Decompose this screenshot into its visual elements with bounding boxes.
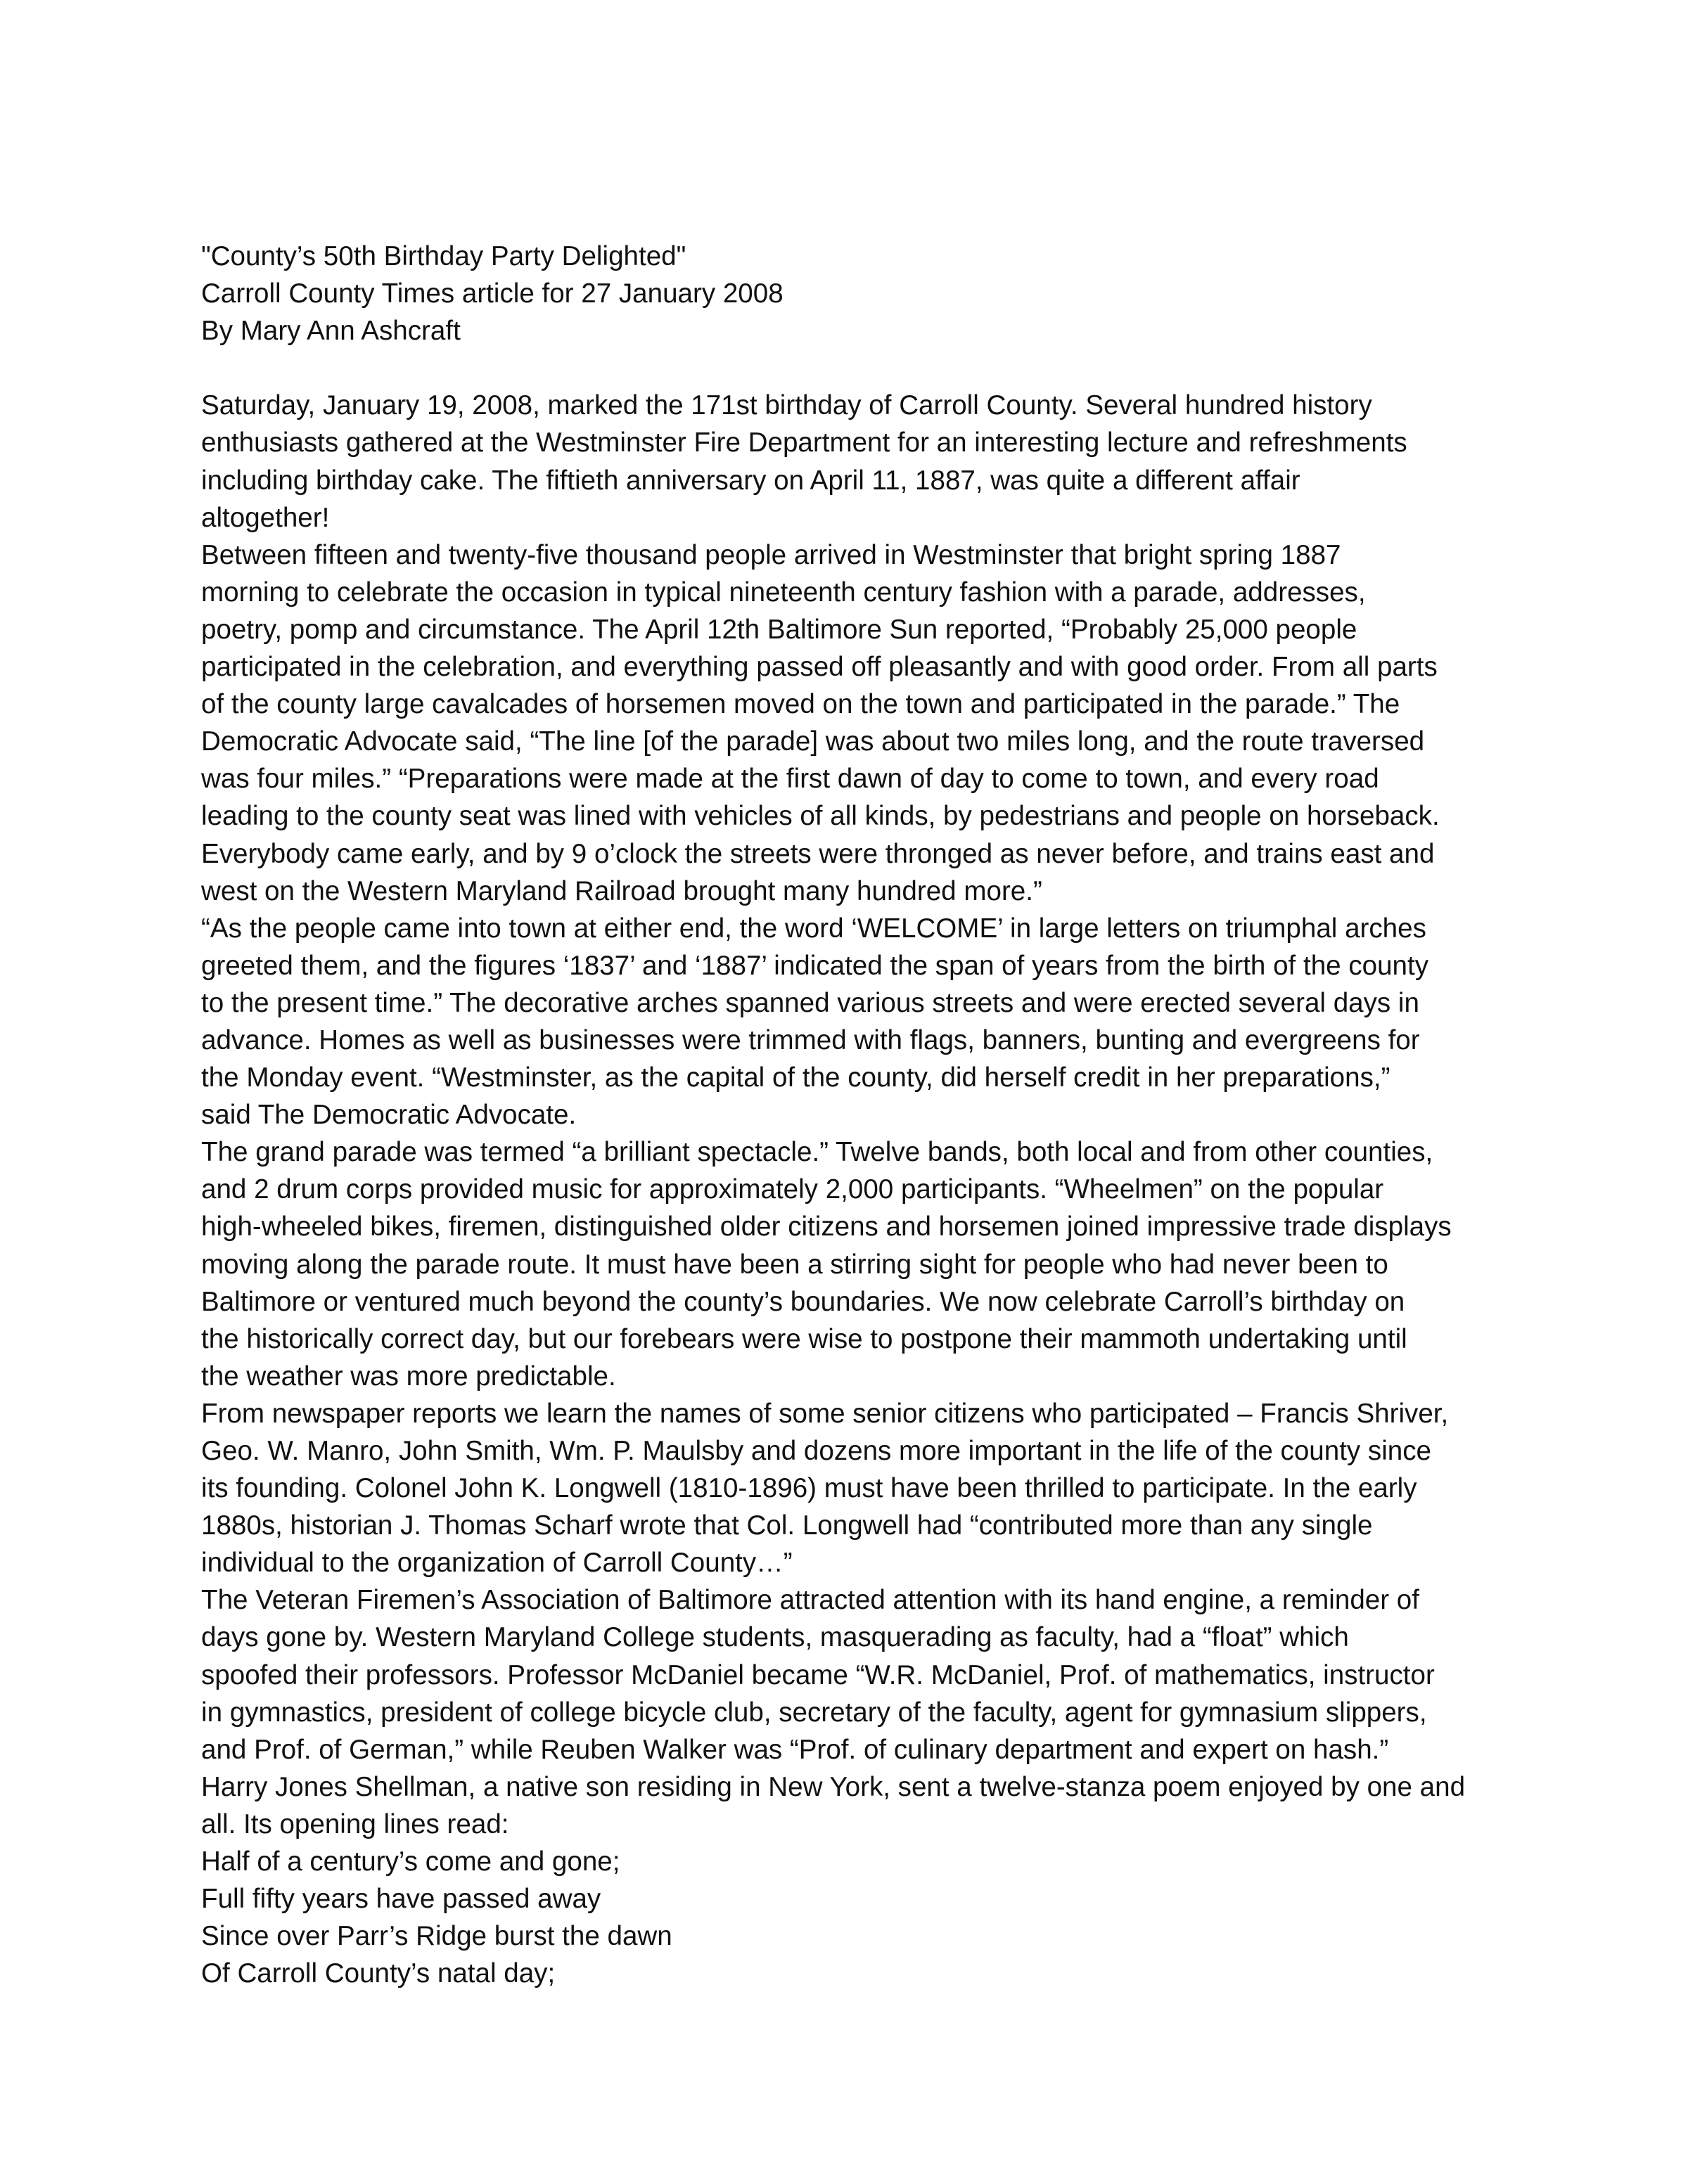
paragraph-line: Baltimore or ventured much beyond the county’s boundaries. We now celebrate Carroll’s birthday on <box>201 1286 1405 1317</box>
header-spacer <box>201 349 1523 387</box>
article-paragraph <box>201 1133 1523 1395</box>
poem-line: Full fifty years have passed away <box>201 1884 601 1915</box>
paragraph-line: individual to the organization of Carroll County…” <box>201 1548 793 1579</box>
paragraph-line: The grand parade was termed “a brilliant spectacle.” Twelve bands, both local and from other counties, <box>201 1137 1433 1168</box>
poem-line: Half of a century’s come and gone; <box>201 1846 620 1877</box>
paragraph-line: the weather was more predictable. <box>201 1361 616 1392</box>
poem-excerpt <box>201 1843 1523 1992</box>
document-page <box>201 238 1523 1992</box>
paragraph-line: The Veteran Firemen’s Association of Baltimore attracted attention with its hand engine, a reminder of <box>201 1585 1419 1616</box>
paragraph-line: to the present time.” The decorative arches spanned various streets and were erected several days in <box>201 987 1419 1018</box>
paragraph-line: spoofed their professors. Professor McDaniel became “W.R. McDaniel, Prof. of mathematics, instructor <box>201 1659 1435 1690</box>
paragraph-line: and 2 drum corps provided music for approximately 2,000 participants. “Wheelmen” on the popular <box>201 1174 1384 1205</box>
paragraph-line: morning to celebrate the occasion in typical nineteenth century fashion with a parade, addresses, <box>201 577 1366 608</box>
article-paragraph <box>201 537 1523 910</box>
article-body <box>201 387 1523 1843</box>
paragraph-line: 1880s, historian J. Thomas Scharf wrote that Col. Longwell had “contributed more than any single <box>201 1510 1373 1541</box>
poem-line: Since over Parr’s Ridge burst the dawn <box>201 1921 672 1952</box>
paragraph-line: including birthday cake. The fiftieth anniversary on April 11, 1887, was quite a different affair <box>201 465 1300 496</box>
article-paragraph <box>201 910 1523 1134</box>
paragraph-line: of the county large cavalcades of horsemen moved on the town and participated in the parade.” The <box>201 689 1400 720</box>
article-paragraph <box>201 1395 1523 1581</box>
paragraph-line: moving along the parade route. It must have been a stirring sight for people who had never been to <box>201 1249 1388 1280</box>
paragraph-line: Saturday, January 19, 2008, marked the 171st birthday of Carroll County. Several hundred history <box>201 390 1372 421</box>
article-paragraph <box>201 1581 1523 1768</box>
paragraph-line: said The Democratic Advocate. <box>201 1100 577 1131</box>
paragraph-line: altogether! <box>201 502 330 533</box>
paragraph-line: Democratic Advocate said, “The line [of the parade] was about two miles long, and the route traversed <box>201 726 1425 757</box>
paragraph-line: its founding. Colonel John K. Longwell (1810-1896) must have been thrilled to participate. In the early <box>201 1473 1417 1504</box>
paragraph-line: enthusiasts gathered at the Westminster Fire Department for an interesting lecture and refreshments <box>201 428 1407 458</box>
paragraph-line: Everybody came early, and by 9 o’clock the streets were thronged as never before, and trains east and <box>201 838 1435 869</box>
paragraph-line: leading to the county seat was lined with vehicles of all kinds, by pedestrians and people on horseback. <box>201 801 1440 832</box>
paragraph-line: and Prof. of German,” while Reuben Walker was “Prof. of culinary department and expert on hash.” <box>201 1734 1389 1765</box>
paragraph-line: “As the people came into town at either end, the word ‘WELCOME’ in large letters on triumphal arches <box>201 913 1426 944</box>
paragraph-line: Harry Jones Shellman, a native son residing in New York, sent a twelve-stanza poem enjoyed by one and <box>201 1771 1466 1802</box>
paragraph-line: advance. Homes as well as businesses were trimmed with flags, banners, bunting and evergreens for <box>201 1024 1420 1055</box>
paragraph-line: west on the Western Maryland Railroad brought many hundred more.” <box>201 875 1042 906</box>
paragraph-line: poetry, pomp and circumstance. The April 12th Baltimore Sun reported, “Probably 25,000 people <box>201 614 1357 645</box>
publication-line: Carroll County Times article for 27 January 2008 <box>201 278 784 309</box>
paragraph-line: From newspaper reports we learn the names of some senior citizens who participated – Francis Shriver, <box>201 1398 1449 1429</box>
byline: By Mary Ann Ashcraft <box>201 316 461 347</box>
article-paragraph <box>201 1768 1523 1843</box>
poem-line: Of Carroll County’s natal day; <box>201 1958 556 1989</box>
paragraph-line: days gone by. Western Maryland College students, masquerading as faculty, had a “float” which <box>201 1622 1349 1653</box>
paragraph-line: Between fifteen and twenty-five thousand people arrived in Westminster that bright spring 1887 <box>201 539 1341 570</box>
paragraph-line: Geo. W. Manro, John Smith, Wm. P. Maulsby and dozens more important in the life of the county since <box>201 1436 1431 1466</box>
paragraph-line: high-wheeled bikes, firemen, distinguished older citizens and horsemen joined impressive trade displays <box>201 1212 1452 1242</box>
paragraph-line: greeted them, and the figures ‘1837’ and ‘1887’ indicated the span of years from the birth of the county <box>201 950 1428 981</box>
paragraph-line: the historically correct day, but our forebears were wise to postpone their mammoth undertaking until <box>201 1323 1407 1354</box>
paragraph-line: the Monday event. “Westminster, as the capital of the county, did herself credit in her preparations,” <box>201 1062 1390 1093</box>
paragraph-line: in gymnastics, president of college bicycle club, secretary of the faculty, agent for gymnasium slippers, <box>201 1697 1427 1728</box>
paragraph-line: participated in the celebration, and everything passed off pleasantly and with good order. From all parts <box>201 652 1438 683</box>
paragraph-line: all. Its opening lines read: <box>201 1809 509 1839</box>
article-paragraph <box>201 387 1523 536</box>
article-title: "County’s 50th Birthday Party Delighted" <box>201 241 686 271</box>
paragraph-line: was four miles.” “Preparations were made at the first dawn of day to come to town, and every road <box>201 764 1379 795</box>
